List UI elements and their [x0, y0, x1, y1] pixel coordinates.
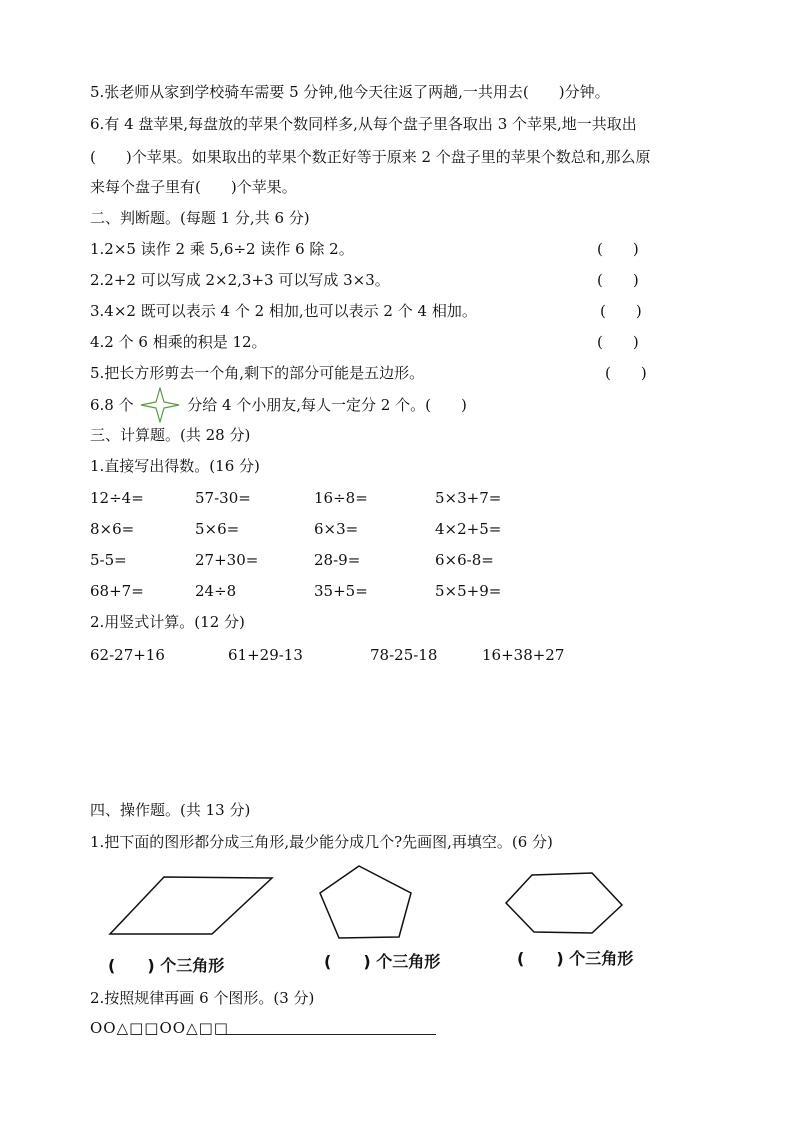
calc-2-title: 2.用竖式计算。(12 分) — [90, 613, 245, 631]
calc-1-title: 1.直接写出得数。(16 分) — [90, 457, 260, 475]
vertical-calc-item: 78-25-18 — [370, 646, 438, 664]
hexagon-caption: ( ) 个三角形 — [517, 949, 634, 968]
vertical-calc-item: 62-27+16 — [90, 646, 165, 664]
calc-item: 12÷4= — [90, 489, 144, 507]
calc-item: 5×5+9= — [435, 582, 502, 600]
operation-2-title: 2.按照规律再画 6 个图形。(3 分) — [90, 989, 315, 1007]
vertical-calc-item: 16+38+27 — [482, 646, 565, 664]
section-4-title: 四、操作题。(共 13 分) — [90, 801, 251, 819]
judge-1-answer[interactable]: ( ) — [597, 240, 639, 258]
calc-item: 6×6-8= — [435, 551, 494, 569]
judge-6-prefix: 6.8 个 — [90, 396, 134, 414]
calc-item: 27+30= — [195, 551, 259, 569]
calc-item: 5×6= — [195, 520, 240, 538]
judge-2-answer[interactable]: ( ) — [597, 271, 639, 289]
calc-item: 24÷8 — [195, 582, 237, 600]
judge-6-suffix: 分给 4 个小朋友,每人一定分 2 个。( ) — [187, 396, 467, 414]
pattern-sequence: OO△□□OO△□□ — [90, 1019, 229, 1037]
judge-1: 1.2×5 读作 2 乘 5,6÷2 读作 6 除 2。 — [90, 240, 354, 258]
calc-item: 16÷8= — [314, 489, 368, 507]
calc-item: 68+7= — [90, 582, 144, 600]
section-3-title: 三、计算题。(共 28 分) — [90, 426, 251, 444]
calc-item: 5-5= — [90, 551, 127, 569]
calc-item: 57-30= — [195, 489, 251, 507]
calc-item: 6×3= — [314, 520, 359, 538]
judge-4: 4.2 个 6 相乘的积是 12。 — [90, 333, 267, 351]
calc-item: 5×3+7= — [435, 489, 502, 507]
judge-4-answer[interactable]: ( ) — [597, 333, 639, 351]
judge-2: 2.2+2 可以写成 2×2,3+3 可以写成 3×3。 — [90, 271, 390, 289]
calc-item: 35+5= — [314, 582, 368, 600]
parallelogram-caption: ( ) 个三角形 — [108, 956, 225, 975]
operation-1-title: 1.把下面的图形都分成三角形,最少能分成几个?先画图,再填空。(6 分) — [90, 833, 553, 851]
question-6-line-3: 来每个盘子里有( )个苹果。 — [90, 178, 297, 196]
parallelogram-shape[interactable] — [110, 877, 272, 934]
judge-5-answer[interactable]: ( ) — [605, 364, 647, 382]
section-2-title: 二、判断题。(每题 1 分,共 6 分) — [90, 209, 310, 227]
question-6-line-2: ( )个苹果。如果取出的苹果个数正好等于原来 2 个盘子里的苹果个数总和,那么原 — [90, 148, 651, 166]
pattern-answer-line[interactable] — [218, 1034, 436, 1035]
calc-item: 8×6= — [90, 520, 135, 538]
hexagon-shape[interactable] — [506, 873, 622, 933]
question-5: 5.张老师从家到学校骑车需要 5 分钟,他今天往返了两趟,一共用去( )分钟。 — [90, 83, 610, 101]
judge-3-answer[interactable]: ( ) — [600, 302, 642, 320]
pentagon-caption: ( ) 个三角形 — [324, 952, 441, 971]
vertical-calc-item: 61+29-13 — [228, 646, 303, 664]
question-6-line-1: 6.有 4 盘苹果,每盘放的苹果个数同样多,从每个盘子里各取出 3 个苹果,地一共取出 — [90, 115, 637, 133]
calc-item: 28-9= — [314, 551, 361, 569]
judge-3: 3.4×2 既可以表示 4 个 2 相加,也可以表示 2 个 4 相加。 — [90, 302, 477, 320]
pentagon-shape[interactable] — [320, 866, 411, 938]
judge-5: 5.把长方形剪去一个角,剩下的部分可能是五边形。 — [90, 364, 425, 382]
calc-item: 4×2+5= — [435, 520, 502, 538]
